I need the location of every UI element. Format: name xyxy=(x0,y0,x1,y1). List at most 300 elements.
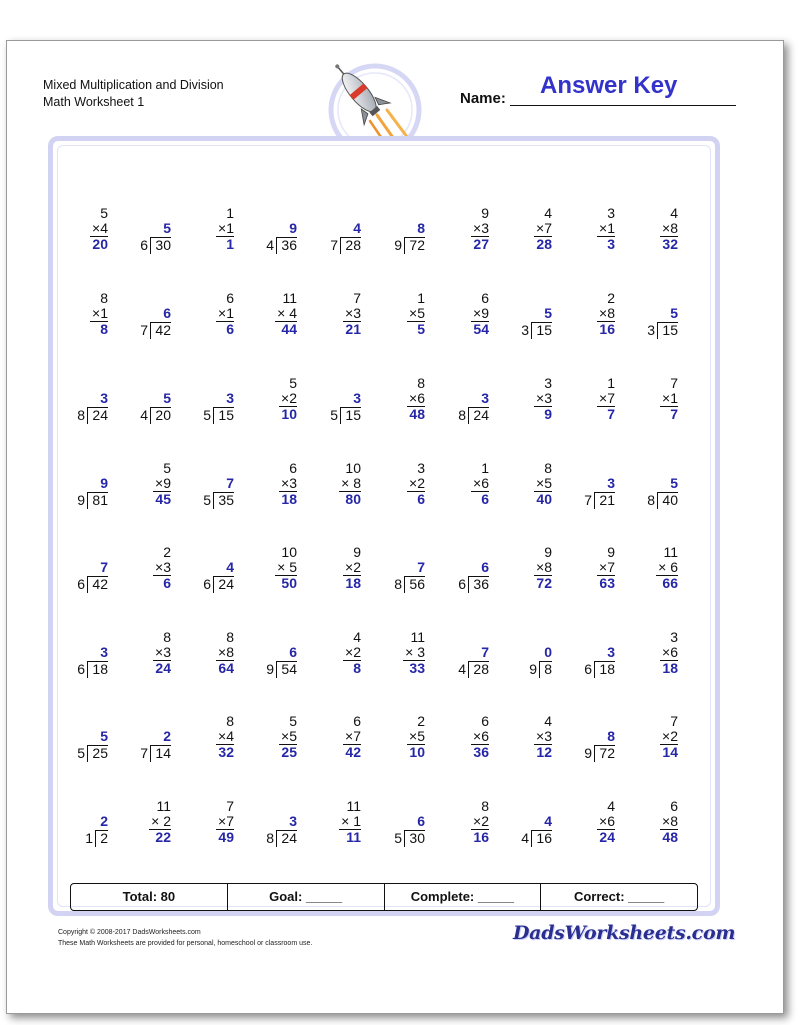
multiplication-problem xyxy=(323,290,367,350)
goal-cell: Goal: _____ xyxy=(228,884,385,910)
multiplicand: 4 xyxy=(353,629,361,645)
divisor: 3 xyxy=(647,322,655,338)
product-answer: 22 xyxy=(155,829,171,845)
dividend: 24 xyxy=(281,830,297,846)
quotient-answer: 2 xyxy=(100,813,108,829)
dividend: 24 xyxy=(473,407,489,423)
multiplier: ×3 xyxy=(155,644,171,660)
multiplication-problem xyxy=(451,290,495,350)
product-answer: 24 xyxy=(155,660,171,676)
multiplier: × 3 xyxy=(405,644,425,660)
dividend: 28 xyxy=(345,237,361,253)
divisor: 9 xyxy=(584,745,592,761)
division-bracket xyxy=(87,745,88,762)
quotient-answer: 7 xyxy=(481,644,489,660)
division-bracket xyxy=(594,745,595,762)
multiplicand: 8 xyxy=(481,798,489,814)
division-problem xyxy=(70,375,114,435)
division-problem xyxy=(133,290,177,350)
multiplicand: 8 xyxy=(226,629,234,645)
division-problem xyxy=(133,375,177,435)
multiplication-problem xyxy=(640,205,684,265)
quotient-answer: 7 xyxy=(100,559,108,575)
division-bracket xyxy=(213,407,214,424)
division-bracket xyxy=(150,322,151,339)
division-problem xyxy=(70,713,114,773)
dividend: 15 xyxy=(345,407,361,423)
answer-key-label: Answer Key xyxy=(540,72,678,99)
multiplicand: 7 xyxy=(353,290,361,306)
multiplicand: 11 xyxy=(410,629,425,645)
division-bracket xyxy=(594,661,595,678)
multiplicand: 5 xyxy=(100,205,108,221)
multiplicand: 1 xyxy=(226,205,234,221)
multiplication-problem xyxy=(259,375,303,435)
division-bracket xyxy=(87,407,88,424)
multiplication-problem xyxy=(259,460,303,520)
divisor: 5 xyxy=(203,407,211,423)
division-problem xyxy=(387,544,431,604)
multiplier: ×3 xyxy=(536,390,552,406)
divisor: 6 xyxy=(77,576,85,592)
multiplier: ×2 xyxy=(662,728,678,744)
multiplication-problem xyxy=(196,713,240,773)
multiplicand: 9 xyxy=(607,544,615,560)
multiplier: ×1 xyxy=(662,390,678,406)
multiplier: × 1 xyxy=(341,813,361,829)
multiplicand: 6 xyxy=(670,798,678,814)
dividend: 30 xyxy=(409,830,425,846)
multiplicand: 3 xyxy=(607,205,615,221)
multiplication-problem xyxy=(387,290,431,350)
division-problem xyxy=(577,629,621,689)
product-answer: 6 xyxy=(163,575,171,591)
dividend: 35 xyxy=(218,492,234,508)
multiplication-problem xyxy=(640,713,684,773)
multiplier: ×5 xyxy=(536,475,552,491)
product-answer: 21 xyxy=(345,321,361,337)
product-answer: 16 xyxy=(599,321,615,337)
divisor: 7 xyxy=(140,322,148,338)
division-bracket xyxy=(531,830,532,847)
divisor: 5 xyxy=(330,407,338,423)
multiplicand: 4 xyxy=(544,205,552,221)
multiplier: ×8 xyxy=(662,813,678,829)
multiplier: × 6 xyxy=(658,559,678,575)
multiplicand: 6 xyxy=(481,713,489,729)
division-bracket xyxy=(150,237,151,254)
division-problem xyxy=(387,798,431,858)
multiplier: ×6 xyxy=(473,728,489,744)
division-problem xyxy=(70,798,114,858)
dividend: 24 xyxy=(92,407,108,423)
divisor: 4 xyxy=(521,830,529,846)
division-bracket xyxy=(404,237,405,254)
multiplier: ×2 xyxy=(409,475,425,491)
divisor: 9 xyxy=(529,661,537,677)
dividend: 16 xyxy=(536,830,552,846)
product-answer: 8 xyxy=(353,660,361,676)
quotient-answer: 5 xyxy=(163,390,171,406)
multiplication-problem xyxy=(451,205,495,265)
multiplier: ×3 xyxy=(536,728,552,744)
product-answer: 5 xyxy=(417,321,425,337)
multiplicand: 3 xyxy=(544,375,552,391)
division-bracket xyxy=(87,492,88,509)
division-bracket xyxy=(340,407,341,424)
multiplicand: 7 xyxy=(670,375,678,391)
product-answer: 33 xyxy=(409,660,425,676)
dividend: 2 xyxy=(100,830,108,846)
multiplicand: 5 xyxy=(163,460,171,476)
multiplicand: 5 xyxy=(289,713,297,729)
multiplier: ×6 xyxy=(409,390,425,406)
dividend: 18 xyxy=(92,661,108,677)
dividend: 14 xyxy=(155,745,171,761)
multiplier: ×1 xyxy=(218,305,234,321)
multiplication-problem xyxy=(514,544,558,604)
divisor: 5 xyxy=(394,830,402,846)
product-answer: 27 xyxy=(473,236,489,252)
divisor: 7 xyxy=(140,745,148,761)
product-answer: 18 xyxy=(662,660,678,676)
product-answer: 16 xyxy=(473,829,489,845)
multiplication-problem xyxy=(451,460,495,520)
quotient-answer: 3 xyxy=(481,390,489,406)
divisor: 9 xyxy=(77,492,85,508)
division-problem xyxy=(133,205,177,265)
multiplier: ×5 xyxy=(409,305,425,321)
product-answer: 6 xyxy=(417,491,425,507)
multiplicand: 9 xyxy=(353,544,361,560)
division-bracket xyxy=(468,407,469,424)
quotient-answer: 0 xyxy=(544,644,552,660)
quotient-answer: 5 xyxy=(163,220,171,236)
product-answer: 42 xyxy=(345,744,361,760)
divisor: 5 xyxy=(203,492,211,508)
division-bracket xyxy=(468,661,469,678)
divisor: 6 xyxy=(458,576,466,592)
multiplication-problem xyxy=(577,375,621,435)
divisor: 8 xyxy=(77,407,85,423)
multiplier: ×2 xyxy=(281,390,297,406)
multiplicand: 11 xyxy=(346,798,361,814)
multiplier: ×3 xyxy=(345,305,361,321)
division-bracket xyxy=(531,322,532,339)
dividend: 81 xyxy=(92,492,108,508)
product-answer: 44 xyxy=(281,321,297,337)
product-answer: 28 xyxy=(536,236,552,252)
division-bracket xyxy=(150,407,151,424)
division-bracket xyxy=(276,661,277,678)
division-problem xyxy=(196,544,240,604)
division-problem xyxy=(70,544,114,604)
quotient-answer: 3 xyxy=(100,390,108,406)
dividend: 42 xyxy=(92,576,108,592)
multiplication-problem xyxy=(196,205,240,265)
multiplication-problem xyxy=(577,798,621,858)
dividend: 21 xyxy=(599,492,615,508)
multiplicand: 6 xyxy=(353,713,361,729)
division-problem xyxy=(323,205,367,265)
name-label: Name: xyxy=(460,90,506,107)
total-cell: Total: 80 xyxy=(71,884,228,910)
divisor: 5 xyxy=(77,745,85,761)
division-bracket xyxy=(539,661,540,678)
divisor: 4 xyxy=(458,661,466,677)
multiplier: ×7 xyxy=(536,220,552,236)
quotient-answer: 3 xyxy=(100,644,108,660)
divisor: 4 xyxy=(266,237,274,253)
product-answer: 64 xyxy=(218,660,234,676)
multiplication-problem xyxy=(514,713,558,773)
multiplier: ×8 xyxy=(218,644,234,660)
multiplication-problem xyxy=(133,544,177,604)
multiplier: × 2 xyxy=(151,813,171,829)
brand-logo: DadsWorksheets.com xyxy=(513,922,736,944)
product-answer: 63 xyxy=(599,575,615,591)
multiplicand: 3 xyxy=(417,460,425,476)
multiplicand: 4 xyxy=(607,798,615,814)
multiplier: ×8 xyxy=(599,305,615,321)
multiplier: ×7 xyxy=(599,390,615,406)
multiplication-problem xyxy=(514,460,558,520)
dividend: 20 xyxy=(155,407,171,423)
multiplication-problem xyxy=(259,713,303,773)
divisor: 7 xyxy=(584,492,592,508)
quotient-answer: 8 xyxy=(607,728,615,744)
multiplicand: 10 xyxy=(345,460,361,476)
quotient-answer: 6 xyxy=(417,813,425,829)
dividend: 24 xyxy=(218,576,234,592)
dividend: 72 xyxy=(409,237,425,253)
divisor: 4 xyxy=(140,407,148,423)
multiplicand: 6 xyxy=(226,290,234,306)
multiplicand: 11 xyxy=(156,798,171,814)
multiplication-problem xyxy=(133,629,177,689)
multiplier: ×5 xyxy=(281,728,297,744)
multiplication-problem xyxy=(196,798,240,858)
product-answer: 7 xyxy=(670,406,678,422)
product-answer: 25 xyxy=(281,744,297,760)
product-answer: 8 xyxy=(100,321,108,337)
division-problem xyxy=(640,290,684,350)
multiplier: ×2 xyxy=(345,644,361,660)
multiplication-problem xyxy=(451,798,495,858)
product-answer: 6 xyxy=(226,321,234,337)
product-answer: 1 xyxy=(226,236,234,252)
division-bracket xyxy=(657,492,658,509)
multiplication-problem xyxy=(577,205,621,265)
quotient-answer: 5 xyxy=(670,305,678,321)
multiplication-problem xyxy=(133,798,177,858)
multiplication-problem xyxy=(640,629,684,689)
multiplication-problem xyxy=(387,375,431,435)
name-field xyxy=(460,72,740,112)
divisor: 6 xyxy=(203,576,211,592)
division-bracket xyxy=(213,576,214,593)
division-bracket xyxy=(468,576,469,593)
multiplier: ×1 xyxy=(92,305,108,321)
multiplier: ×3 xyxy=(155,559,171,575)
division-problem xyxy=(133,713,177,773)
multiplier: ×7 xyxy=(218,813,234,829)
multiplication-problem xyxy=(387,713,431,773)
product-answer: 14 xyxy=(662,744,678,760)
multiplicand: 8 xyxy=(417,375,425,391)
multiplication-problem xyxy=(323,798,367,858)
division-problem xyxy=(196,375,240,435)
division-problem xyxy=(259,205,303,265)
product-answer: 49 xyxy=(218,829,234,845)
product-answer: 80 xyxy=(345,491,361,507)
dividend: 28 xyxy=(473,661,489,677)
quotient-answer: 4 xyxy=(226,559,234,575)
multiplier: ×8 xyxy=(536,559,552,575)
division-bracket xyxy=(87,576,88,593)
product-answer: 54 xyxy=(473,321,489,337)
division-problem xyxy=(514,798,558,858)
product-answer: 3 xyxy=(607,236,615,252)
multiplication-problem xyxy=(514,375,558,435)
multiplier: ×7 xyxy=(345,728,361,744)
quotient-answer: 5 xyxy=(100,728,108,744)
division-bracket xyxy=(404,576,405,593)
multiplier: ×4 xyxy=(218,728,234,744)
division-bracket xyxy=(213,492,214,509)
multiplier: ×3 xyxy=(281,475,297,491)
divisor: 8 xyxy=(458,407,466,423)
product-answer: 10 xyxy=(409,744,425,760)
multiplication-problem xyxy=(387,460,431,520)
multiplicand: 11 xyxy=(282,290,297,306)
dividend: 15 xyxy=(536,322,552,338)
quotient-answer: 2 xyxy=(163,728,171,744)
division-problem xyxy=(577,460,621,520)
multiplicand: 7 xyxy=(670,713,678,729)
multiplicand: 8 xyxy=(100,290,108,306)
division-bracket xyxy=(87,661,88,678)
division-bracket xyxy=(276,237,277,254)
product-answer: 7 xyxy=(607,406,615,422)
division-problem xyxy=(387,205,431,265)
multiplicand: 3 xyxy=(670,629,678,645)
multiplicand: 2 xyxy=(163,544,171,560)
score-bar xyxy=(70,883,698,911)
division-problem xyxy=(259,629,303,689)
product-answer: 48 xyxy=(409,406,425,422)
multiplication-problem xyxy=(387,629,431,689)
multiplication-problem xyxy=(196,290,240,350)
multiplier: ×9 xyxy=(473,305,489,321)
multiplicand: 11 xyxy=(663,544,678,560)
multiplier: × 4 xyxy=(277,305,297,321)
product-answer: 6 xyxy=(481,491,489,507)
divisor: 9 xyxy=(394,237,402,253)
division-bracket xyxy=(150,745,151,762)
division-bracket xyxy=(657,322,658,339)
multiplication-problem xyxy=(577,290,621,350)
multiplier: ×6 xyxy=(662,644,678,660)
multiplicand: 4 xyxy=(670,205,678,221)
divisor: 8 xyxy=(266,830,274,846)
quotient-answer: 3 xyxy=(607,644,615,660)
product-answer: 24 xyxy=(599,829,615,845)
multiplicand: 1 xyxy=(481,460,489,476)
multiplication-problem xyxy=(133,460,177,520)
quotient-answer: 7 xyxy=(226,475,234,491)
division-problem xyxy=(514,290,558,350)
copyright-text: Copyright © 2008-2017 DadsWorksheets.com xyxy=(58,929,201,936)
multiplier: ×6 xyxy=(599,813,615,829)
multiplier: ×9 xyxy=(155,475,171,491)
quotient-answer: 4 xyxy=(353,220,361,236)
multiplication-problem xyxy=(259,544,303,604)
multiplier: ×8 xyxy=(662,220,678,236)
quotient-answer: 8 xyxy=(417,220,425,236)
multiplication-problem xyxy=(323,713,367,773)
multiplier: ×1 xyxy=(599,220,615,236)
product-answer: 20 xyxy=(92,236,108,252)
quotient-answer: 5 xyxy=(544,305,552,321)
product-answer: 45 xyxy=(155,491,171,507)
divisor: 6 xyxy=(584,661,592,677)
dividend: 36 xyxy=(473,576,489,592)
divisor: 8 xyxy=(647,492,655,508)
quotient-answer: 9 xyxy=(289,220,297,236)
product-answer: 66 xyxy=(662,575,678,591)
division-problem xyxy=(577,713,621,773)
division-problem xyxy=(514,629,558,689)
multiplication-problem xyxy=(640,544,684,604)
multiplier: ×2 xyxy=(473,813,489,829)
multiplication-problem xyxy=(196,629,240,689)
dividend: 25 xyxy=(92,745,108,761)
quotient-answer: 6 xyxy=(163,305,171,321)
multiplicand: 2 xyxy=(417,713,425,729)
multiplicand: 9 xyxy=(544,544,552,560)
divisor: 7 xyxy=(330,237,338,253)
division-bracket xyxy=(594,492,595,509)
multiplication-problem xyxy=(640,798,684,858)
multiplication-problem xyxy=(259,290,303,350)
division-bracket xyxy=(276,830,277,847)
quotient-answer: 9 xyxy=(100,475,108,491)
dividend: 8 xyxy=(544,661,552,677)
multiplication-problem xyxy=(323,460,367,520)
worksheet-title xyxy=(43,77,224,111)
divisor: 1 xyxy=(85,830,93,846)
division-problem xyxy=(451,629,495,689)
product-answer: 18 xyxy=(281,491,297,507)
dividend: 72 xyxy=(599,745,615,761)
multiplicand: 8 xyxy=(544,460,552,476)
multiplicand: 10 xyxy=(281,544,297,560)
complete-cell: Complete: _____ xyxy=(385,884,542,910)
quotient-answer: 3 xyxy=(226,390,234,406)
multiplication-problem xyxy=(70,290,114,350)
division-bracket xyxy=(340,237,341,254)
multiplier: ×4 xyxy=(92,220,108,236)
multiplication-problem xyxy=(640,375,684,435)
multiplier: ×2 xyxy=(345,559,361,575)
correct-cell: Correct: _____ xyxy=(573,889,665,904)
quotient-answer: 4 xyxy=(544,813,552,829)
multiplication-problem xyxy=(514,205,558,265)
division-problem xyxy=(451,544,495,604)
product-answer: 40 xyxy=(536,491,552,507)
multiplier: × 5 xyxy=(277,559,297,575)
